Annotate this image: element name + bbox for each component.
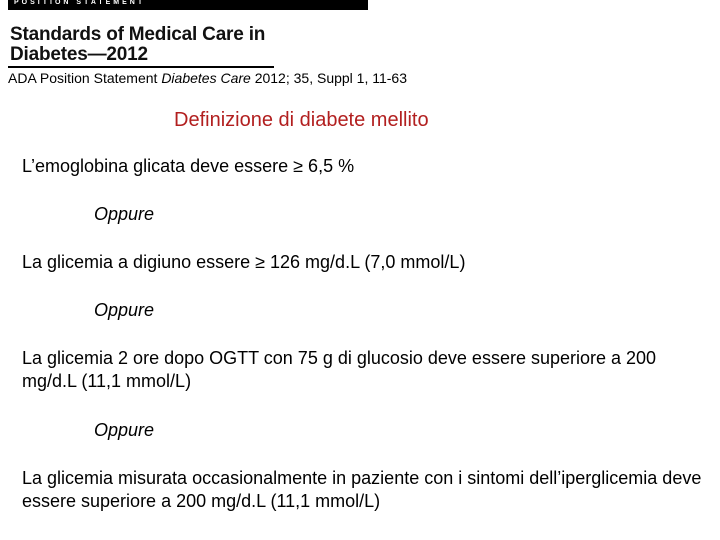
slide-title: Definizione di diabete mellito xyxy=(174,109,429,131)
citation-details: 2012; 35, Suppl 1, 11-63 xyxy=(250,70,408,86)
journal-title-line-2: Diabetes—2012 xyxy=(10,44,148,65)
header-rule xyxy=(8,66,274,68)
separator-or-2: Oppure xyxy=(94,300,155,320)
citation-journal: Diabetes Care xyxy=(161,70,251,86)
criterion-2: La glicemia a digiuno essere ≥ 126 mg/d.L (7,0 mmol/L) xyxy=(22,252,466,272)
criterion-3: La glicemia 2 ore dopo OGTT con 75 g di glucosio deve essere superiore a 200 mg/d.L (11,1 mmol/L) xyxy=(22,348,657,391)
citation xyxy=(8,70,407,87)
citation-prefix: ADA Position Statement xyxy=(8,70,162,86)
header-kicker: POSITION STATEMENT xyxy=(14,0,146,6)
criterion-1: L’emoglobina glicata deve essere ≥ 6,5 % xyxy=(22,156,355,176)
separator-or-3: Oppure xyxy=(94,420,155,440)
journal-header-bar xyxy=(8,0,368,10)
separator-or-1: Oppure xyxy=(94,204,155,224)
criterion-4: La glicemia misurata occasionalmente in paziente con i sintomi dell’iperglicemia deve essere superiore a 200 mg/d.L (11,1 mmol/L) xyxy=(22,468,702,511)
journal-title-line-1: Standards of Medical Care in xyxy=(10,24,266,45)
journal-title xyxy=(10,25,265,65)
